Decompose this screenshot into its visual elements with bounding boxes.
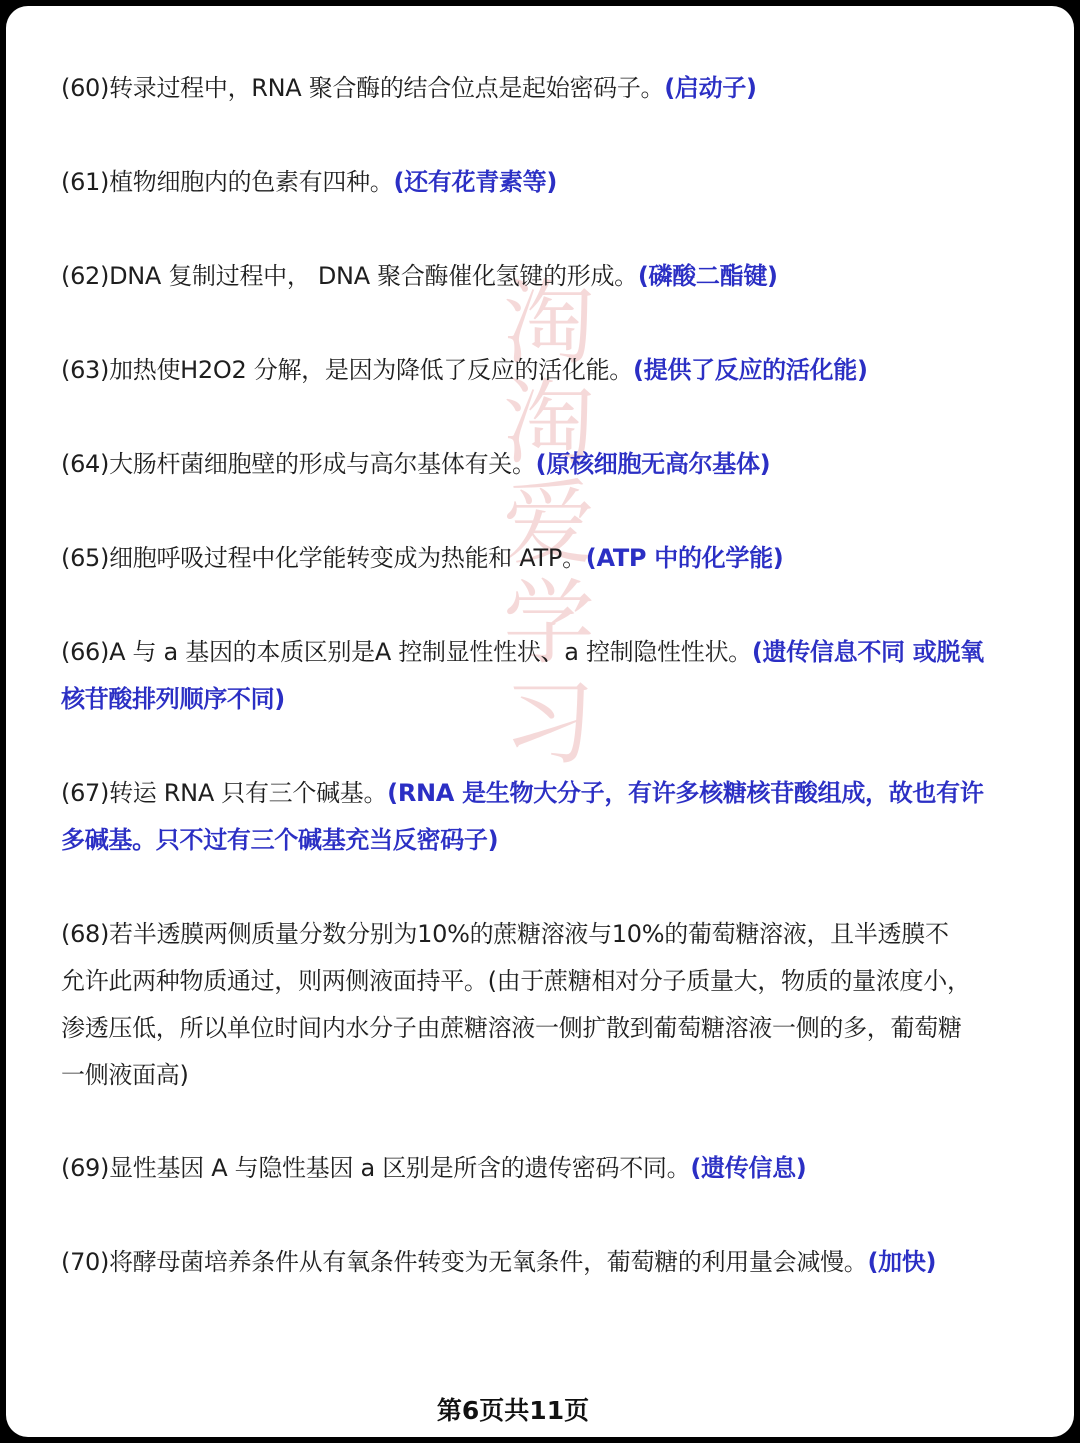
item-answer: (还有花青素等) <box>393 168 558 196</box>
item-64 <box>61 441 1006 488</box>
watermark-char: 淘 <box>502 270 595 377</box>
item-70 <box>61 1239 986 1286</box>
item-67 <box>61 770 1006 864</box>
item-answer: (ATP 中的化学能) <box>585 544 784 572</box>
item-answer: (提供了反应的活化能) <box>632 356 868 384</box>
item-69 <box>61 1145 1006 1192</box>
item-61 <box>61 159 1006 206</box>
item-65 <box>61 535 1006 582</box>
item-answer: (遗传信息) <box>690 1154 807 1182</box>
watermark-char: 爱 <box>502 470 595 577</box>
item-answer: (RNA 是生物大分子，有许多核糖核苷酸组成，故也有许多碱基。只不过有三个碱基充当反密码子) <box>61 779 984 854</box>
item-question: (64)大肠杆菌细胞壁的形成与高尔基体有关。 <box>61 450 536 478</box>
item-question: (63)加热使H2O2 分解，是因为降低了反应的活化能。 <box>61 356 633 384</box>
item-question: (65)细胞呼吸过程中化学能转变成为热能和 ATP。 <box>61 544 586 572</box>
item-question: (60)转录过程中，RNA 聚合酶的结合位点是起始密码子。 <box>61 74 665 102</box>
item-answer: (磷酸二酯键) <box>637 262 778 290</box>
item-question: (62)DNA 复制过程中， DNA 聚合酶催化氢键的形成。 <box>61 262 638 290</box>
watermark-char: 淘 <box>502 370 595 477</box>
item-question: (68)若半透膜两侧质量分数分别为10%的蔗糖溶液与10%的葡萄糖溶液，且半透膜不允许此两种物质通过，则两侧液面持平。(由于蔗糖相对分子质量大，物质的量浓度小，渗透压低，所以单位时间内水分子由蔗糖溶液一侧扩散到葡萄糖溶液一侧的多，葡萄糖一侧液面高) <box>61 920 971 1089</box>
item-62 <box>61 253 1006 300</box>
item-question: (69)显性基因 A 与隐性基因 a 区别是所含的遗传密码不同。 <box>61 1154 691 1182</box>
item-question: (61)植物细胞内的色素有四种。 <box>61 168 394 196</box>
item-question: (66)A 与 a 基因的本质区别是A 控制显性性状、a 控制隐性性状。 <box>61 638 752 666</box>
document-page <box>6 6 1074 1437</box>
item-63 <box>61 347 1006 394</box>
item-68 <box>61 911 971 1099</box>
item-answer: (加快) <box>867 1248 937 1276</box>
item-answer: (原核细胞无高尔基体) <box>535 450 771 478</box>
item-60 <box>61 65 1006 112</box>
item-question: (70)将酵母菌培养条件从有氧条件转变为无氧条件，葡萄糖的利用量会减慢。 <box>61 1248 868 1276</box>
item-answer: (启动子) <box>664 74 757 102</box>
page-number: 第6页共11页 <box>436 1396 590 1425</box>
item-66 <box>61 629 1006 723</box>
item-answer: (遗传信息不同 或脱氧核苷酸排列顺序不同) <box>61 638 984 713</box>
watermark-char: 习 <box>502 670 595 777</box>
watermark-char: 学 <box>502 570 595 677</box>
item-question: (67)转运 RNA 只有三个碱基。 <box>61 779 388 807</box>
